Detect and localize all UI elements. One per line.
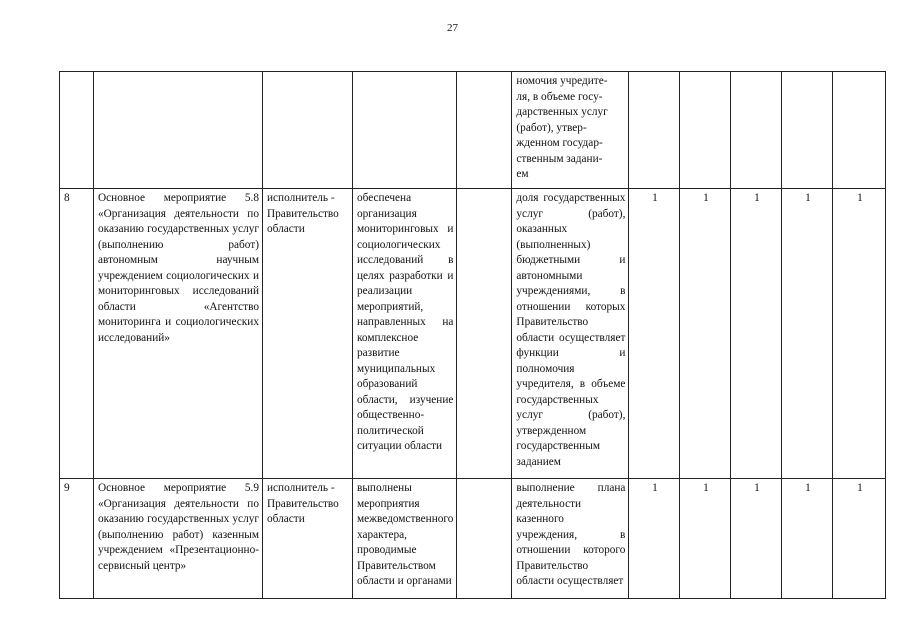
indicator-cell: номочия учредите- ля, в объеме госу- дарственных услуг (работ), утвер- жденном государ- ственным задани- ем	[512, 72, 629, 189]
activity-cell	[94, 72, 263, 189]
value-cell: 1	[833, 479, 886, 599]
value-cell: 1	[731, 189, 782, 479]
result-cell	[353, 72, 457, 189]
row-number-cell	[60, 72, 94, 189]
activity-cell: Основное мероприятие 5.9 «Организация деятельности по оказанию государственных услуг (выполнению работ) казенным учреждением «Презентационно-сервисный центр»	[94, 479, 263, 599]
table-row	[60, 189, 886, 479]
row-number-cell: 9	[60, 479, 94, 599]
value-cell: 1	[782, 479, 833, 599]
executor-cell: исполнитель - Правительство области	[263, 479, 353, 599]
value-cell: 1	[680, 189, 731, 479]
value-cell: 1	[731, 479, 782, 599]
indicator-cell: выполнение плана деятельности казенного учреждения, в отношении которого Правительство области осуществляет	[512, 479, 629, 599]
executor-cell	[263, 72, 353, 189]
value-cell	[833, 72, 886, 189]
blank-cell	[457, 479, 512, 599]
blank-cell	[457, 72, 512, 189]
value-cell: 1	[629, 189, 680, 479]
program-table	[59, 71, 886, 599]
page-number: 27	[447, 22, 458, 34]
value-cell	[680, 72, 731, 189]
value-cell: 1	[680, 479, 731, 599]
value-cell	[782, 72, 833, 189]
table-row	[60, 72, 886, 189]
row-number-cell: 8	[60, 189, 94, 479]
result-cell: обеспечена организация мониторинговых и социологических исследований в целях разработки и реализации мероприятий, направленных на комплексное развитие муниципальных образований области, изучение общественно-политической ситуации области	[353, 189, 457, 479]
indicator-cell: доля государственных услуг (работ), оказанных (выполненных) бюджетными и автономными учреждениями, в отношении которых Правительство области осуществляет функции и полномочия учредителя, в объеме государственных услуг (работ), утвержденном государственным заданием	[512, 189, 629, 479]
value-cell: 1	[833, 189, 886, 479]
value-cell: 1	[629, 479, 680, 599]
blank-cell	[457, 189, 512, 479]
value-cell	[629, 72, 680, 189]
result-cell: выполнены мероприятия межведомственного характера, проводимые Правительством области и органами	[353, 479, 457, 599]
table-row	[60, 479, 886, 599]
value-cell	[731, 72, 782, 189]
activity-cell: Основное мероприятие 5.8 «Организация деятельности по оказанию государственных услуг (выполнению работ) автономным научным учреждением социологических и мониторинговых исследований области «Агентство мониторинга и социологических исследований»	[94, 189, 263, 479]
executor-cell: исполнитель - Правительство области	[263, 189, 353, 479]
value-cell: 1	[782, 189, 833, 479]
